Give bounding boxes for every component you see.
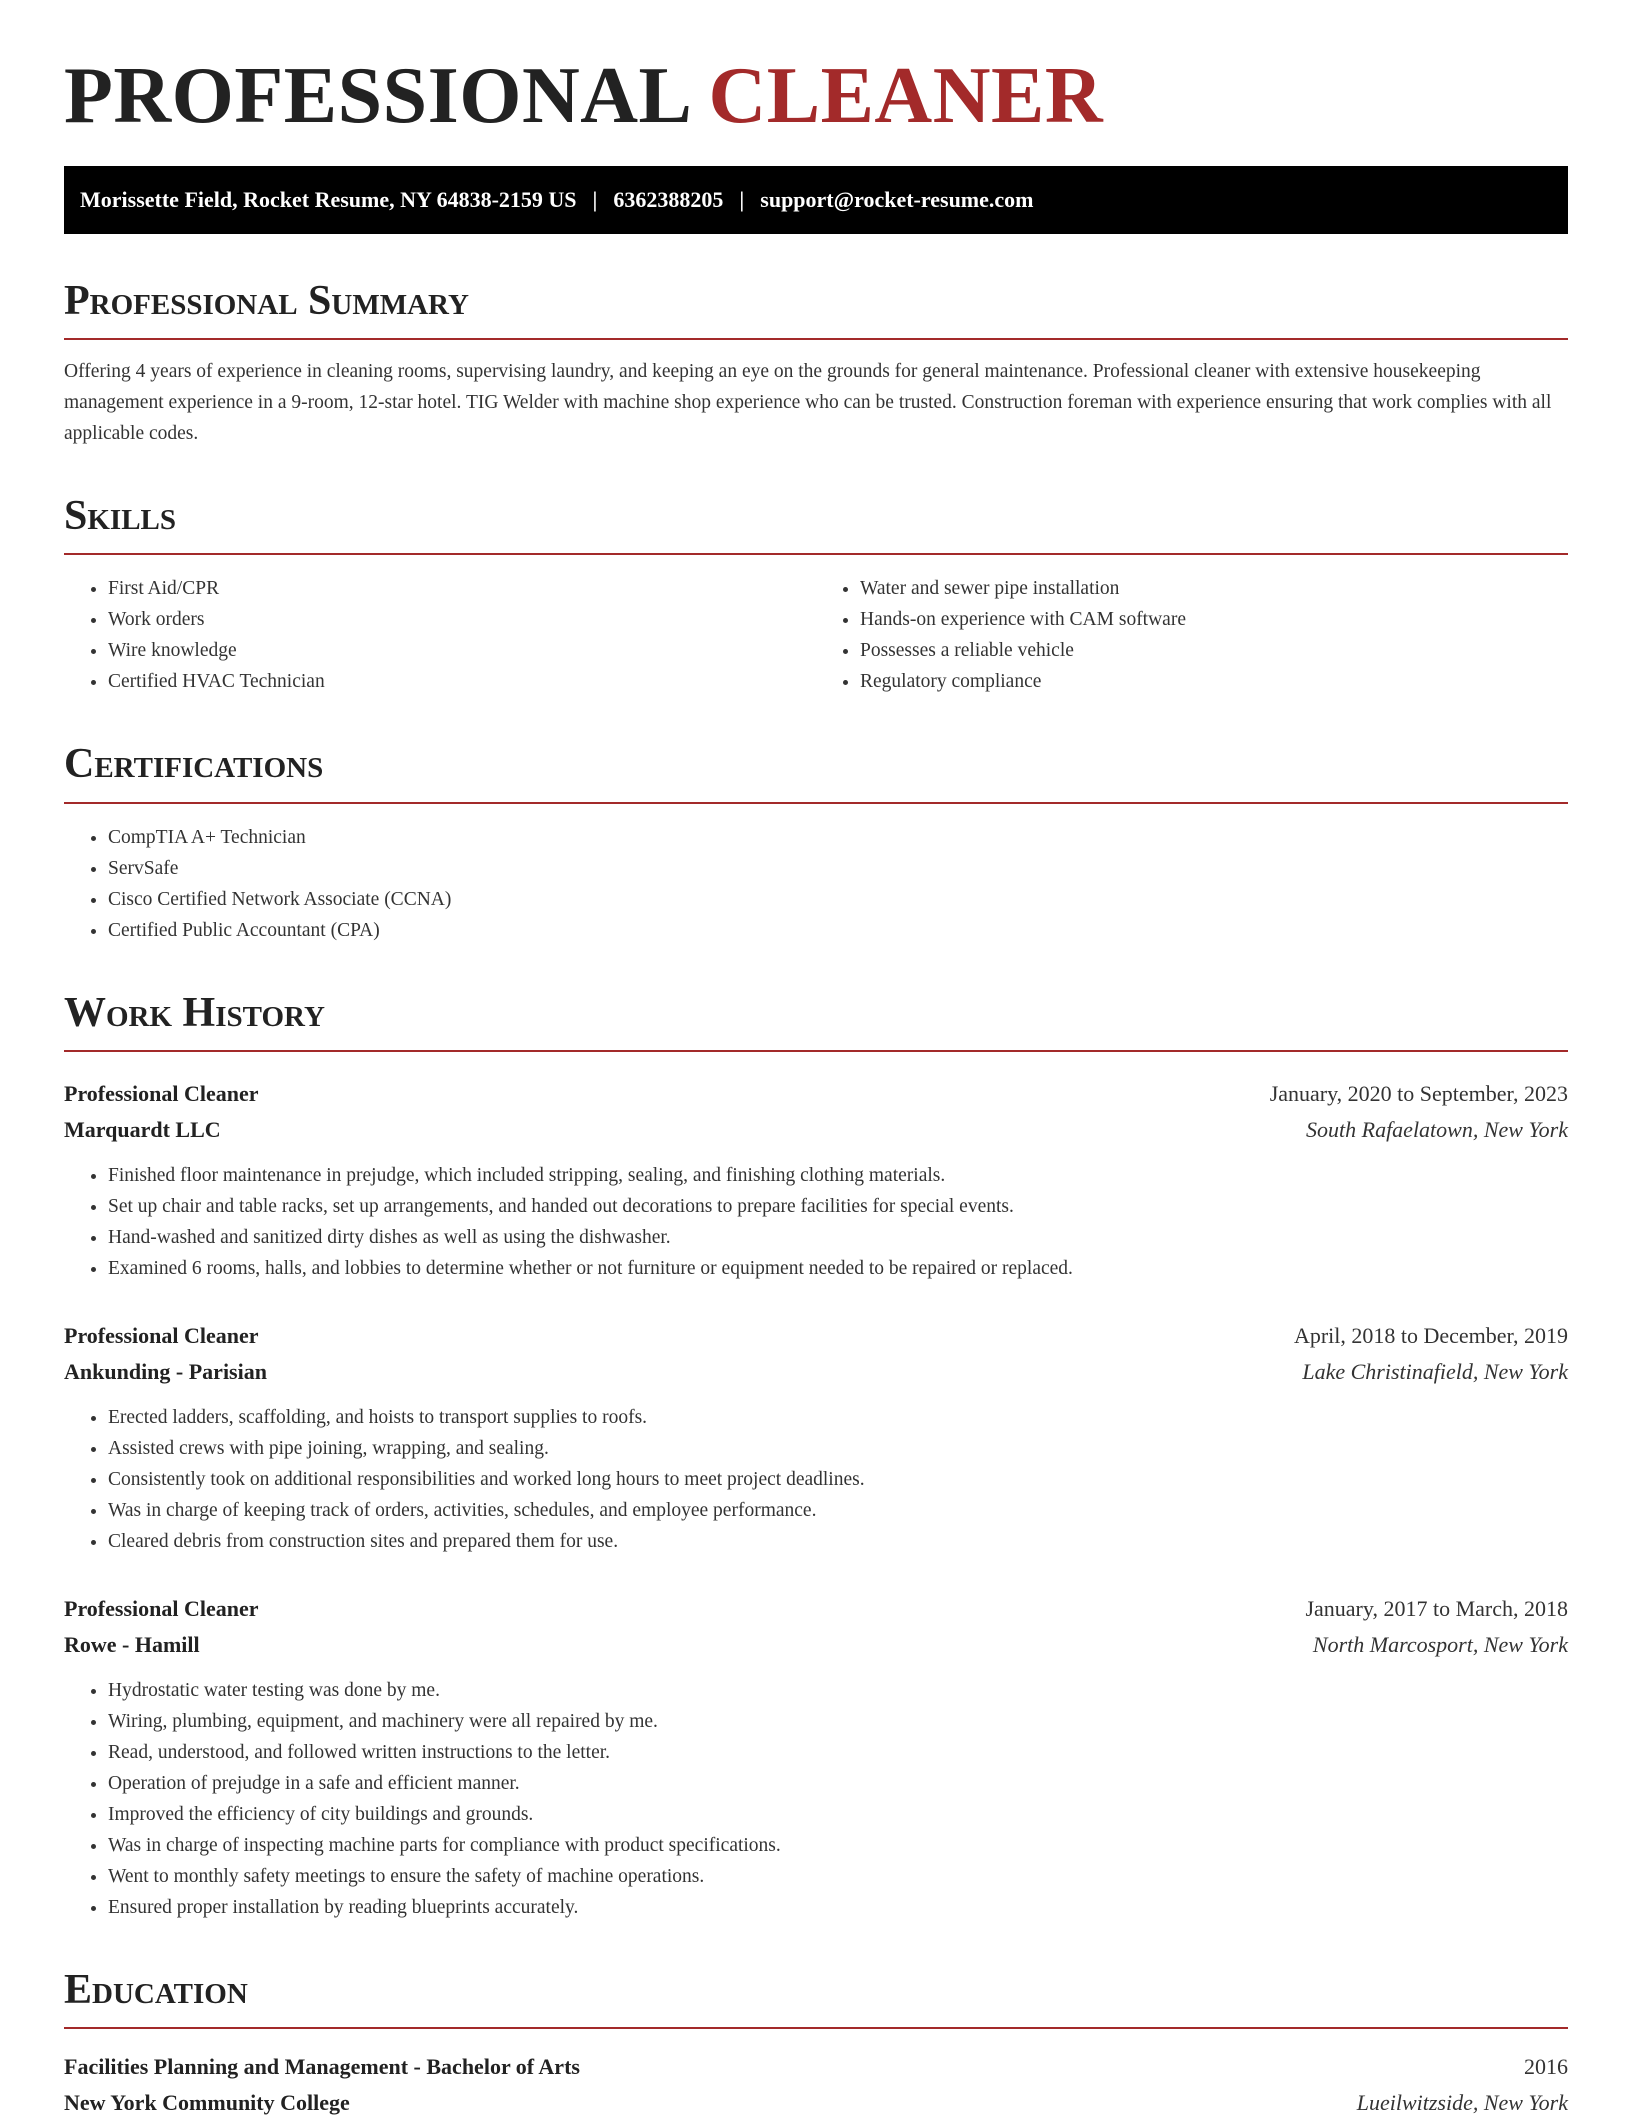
skills-list-right: [816, 573, 1568, 697]
job-entry: [64, 1591, 1568, 1923]
job-title: Professional Cleaner: [64, 1595, 259, 1621]
job-entry: [64, 1318, 1568, 1557]
job-company: Marquardt LLC: [64, 1116, 221, 1142]
education-entry: [64, 2049, 1568, 2121]
education-degree-row: [64, 2049, 1568, 2085]
job-dates: January, 2020 to September, 2023: [1269, 1080, 1568, 1106]
resume-page: [64, 0, 1568, 2121]
summary-text: Offering 4 years of experience in cleaning rooms, supervising laundry, and keeping an eye on the grounds for general maintenance. Professional cleaner with extensive housekeeping management experience in a 9-room, 12-star hotel. TIG Welder with machine shop experience who can be trusted. Construction foreman with experience ensuring that work complies with all applicable codes.: [64, 361, 1552, 445]
job-bullet: • Cleared debris from construction sites and prepared them for use.: [108, 1526, 1568, 1557]
skills-section: [64, 493, 1568, 697]
job-dates: April, 2018 to December, 2019: [1293, 1322, 1568, 1348]
job-bullet: • Finished floor maintenance in prejudge, which included stripping, sealing, and finishing clothing materials.: [108, 1160, 1568, 1191]
certifications-list: [64, 822, 1568, 946]
education-school: New York Community College: [64, 2089, 350, 2115]
skills-grid: [64, 555, 1568, 697]
job-bullet: • Was in charge of keeping track of orders, activities, schedules, and employee performance.: [108, 1495, 1568, 1526]
job-bullet: • Hydrostatic water testing was done by me.: [108, 1675, 1568, 1706]
contact-separator: |: [592, 187, 598, 212]
education-location: Lueilwitzside, New York: [1356, 2089, 1568, 2115]
education-year: 2016: [1524, 2053, 1568, 2079]
job-bullet: • Wiring, plumbing, equipment, and machinery were all repaired by me.: [108, 1706, 1568, 1737]
education-section: [64, 1967, 1568, 2121]
contact-separator: |: [739, 187, 745, 212]
job-company-row: [64, 1112, 1568, 1148]
skills-list-left: [64, 573, 816, 697]
summary-section: [64, 278, 1568, 449]
section-heading: Skills: [64, 493, 1568, 555]
job-company: Rowe - Hamill: [64, 1631, 200, 1657]
skill-item: • Possesses a reliable vehicle: [860, 635, 1568, 666]
contact-email: support@rocket-resume.com: [760, 187, 1034, 212]
job-bullet: • Assisted crews with pipe joining, wrapping, and sealing.: [108, 1433, 1568, 1464]
certification-item: • ServSafe: [108, 853, 1568, 884]
job-company-row: [64, 1627, 1568, 1663]
job-bullet: • Operation of prejudge in a safe and efficient manner.: [108, 1768, 1568, 1799]
job-title: Professional Cleaner: [64, 1080, 259, 1106]
skill-item: • Water and sewer pipe installation: [860, 573, 1568, 604]
section-heading: Professional Summary: [64, 278, 1568, 340]
skill-item: • First Aid/CPR: [108, 573, 816, 604]
section-heading: Work History: [64, 990, 1568, 1052]
job-bullets: [64, 1402, 1568, 1557]
skill-item: • Work orders: [108, 604, 816, 635]
certification-item: • Certified Public Accountant (CPA): [108, 915, 1568, 946]
skill-item: • Wire knowledge: [108, 635, 816, 666]
section-heading: Education: [64, 1967, 1568, 2029]
education-degree: Facilities Planning and Management - Bachelor of Arts: [64, 2053, 580, 2079]
job-bullet: • Read, understood, and followed written instructions to the letter.: [108, 1737, 1568, 1768]
job-bullet: • Set up chair and table racks, set up arrangements, and handed out decorations to prepare facilities for special events.: [108, 1191, 1568, 1222]
job-bullet: • Improved the efficiency of city buildings and grounds.: [108, 1799, 1568, 1830]
certification-item: • Cisco Certified Network Associate (CCNA): [108, 884, 1568, 915]
contact-phone: 6362388205: [613, 187, 724, 212]
job-bullet: • Hand-washed and sanitized dirty dishes as well as using the dishwasher.: [108, 1222, 1568, 1253]
certifications-section: [64, 741, 1568, 945]
skill-item: • Certified HVAC Technician: [108, 666, 816, 697]
job-company: Ankunding - Parisian: [64, 1358, 267, 1384]
job-location: South Rafaelatown, New York: [1306, 1116, 1568, 1142]
job-company-row: [64, 1354, 1568, 1390]
job-bullets: [64, 1160, 1568, 1284]
section-heading: Certifications: [64, 741, 1568, 803]
job-bullets: [64, 1675, 1568, 1923]
job-header-row: [64, 1591, 1568, 1627]
job-bullet: • Consistently took on additional responsibilities and worked long hours to meet project deadlines.: [108, 1464, 1568, 1495]
resume-title: [64, 52, 1568, 140]
contact-address: Morissette Field, Rocket Resume, NY 64838-2159 US: [80, 187, 577, 212]
job-location: North Marcosport, New York: [1312, 1631, 1568, 1657]
job-bullet: • Went to monthly safety meetings to ensure the safety of machine operations.: [108, 1861, 1568, 1892]
job-bullet: • Ensured proper installation by reading blueprints accurately.: [108, 1892, 1568, 1923]
title-main: PROFESSIONAL: [64, 52, 688, 140]
job-bullet: • Was in charge of inspecting machine parts for compliance with product specifications.: [108, 1830, 1568, 1861]
title-accent: CLEANER: [708, 52, 1104, 140]
job-header-row: [64, 1318, 1568, 1354]
contact-bar: [64, 166, 1568, 234]
job-entry: [64, 1076, 1568, 1284]
certification-item: • CompTIA A+ Technician: [108, 822, 1568, 853]
job-header-row: [64, 1076, 1568, 1112]
work-history-section: [64, 990, 1568, 1923]
skill-item: • Hands-on experience with CAM software: [860, 604, 1568, 635]
job-location: Lake Christinafield, New York: [1302, 1358, 1568, 1384]
skill-item: • Regulatory compliance: [860, 666, 1568, 697]
education-school-row: [64, 2085, 1568, 2121]
job-dates: January, 2017 to March, 2018: [1305, 1595, 1568, 1621]
job-bullet: • Examined 6 rooms, halls, and lobbies to determine whether or not furniture or equipment needed to be repaired or replaced.: [108, 1253, 1568, 1284]
job-title: Professional Cleaner: [64, 1322, 259, 1348]
job-bullet: • Erected ladders, scaffolding, and hoists to transport supplies to roofs.: [108, 1402, 1568, 1433]
